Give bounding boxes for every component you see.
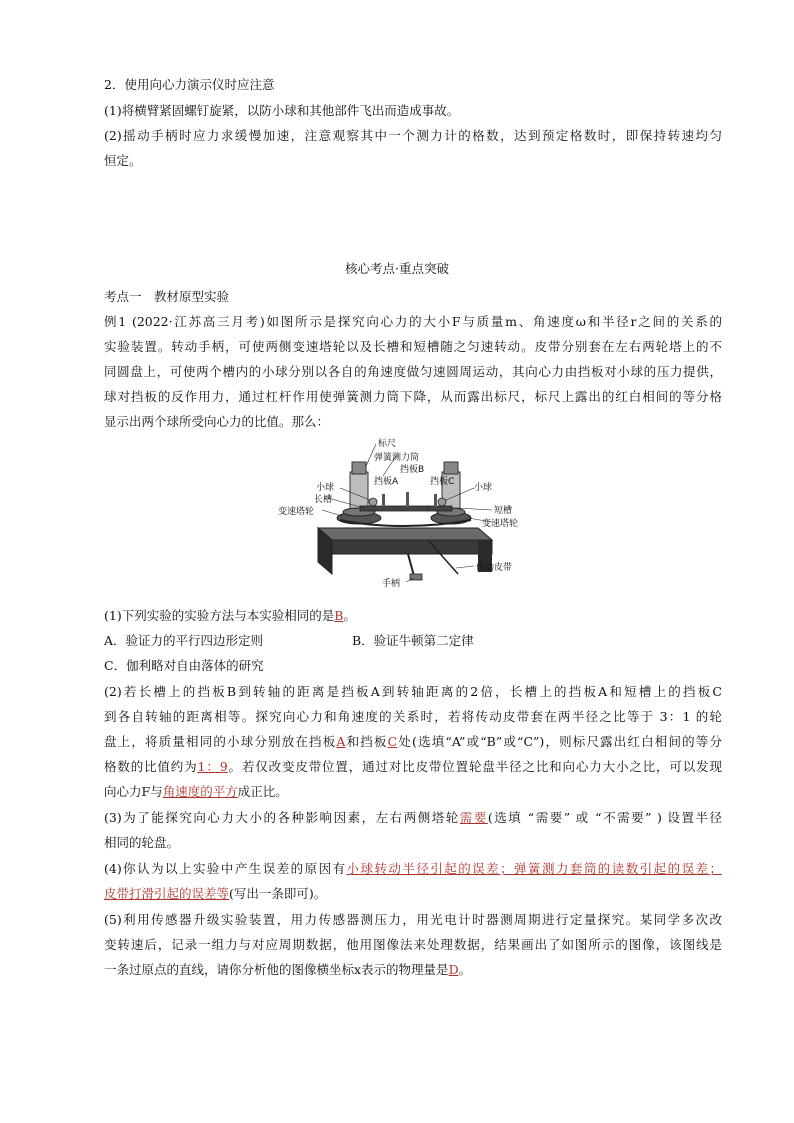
q2-answer-c: C bbox=[387, 734, 398, 749]
short-groove bbox=[428, 506, 452, 511]
q2-answer-a: A bbox=[336, 734, 346, 749]
q2-line-4: 格数的比值约为1：9。若仅改变皮带位置，通过对比皮带位置轮盘半径之比和向心力大小之比，可以发现 bbox=[104, 759, 722, 774]
label-chuandong: 传动皮带 bbox=[476, 563, 513, 573]
q1-option-c: C．伽利略对自由落体的研究 bbox=[104, 658, 264, 673]
section2-item2-line2: 恒定。 bbox=[104, 153, 142, 168]
section-heading: 核心考点·重点突破 bbox=[345, 261, 449, 276]
q5-line-2: 变转速后，记录一组力与对应周期数据，他用图像法来处理数据，结果画出了如图所示的图像，该图线是 bbox=[104, 937, 722, 952]
label-tanhuang: 弹簧测力筒 bbox=[374, 453, 420, 463]
q1-answer: B bbox=[334, 608, 344, 623]
example-line-2: 实验装置。转动手柄，可使两侧变速塔轮以及长槽和短槽随之匀速转动。皮带分别套在左右两轮塔上的不 bbox=[104, 339, 722, 354]
example-line-4: 球对挡板的反作用力，通过杠杆作用使弹簧测力筒下降，从而露出标尺，标尺上露出的红白相间的等分格 bbox=[104, 389, 722, 404]
q1-option-b: B．验证牛顿第二定律 bbox=[352, 633, 474, 648]
example-line-1: 例1 (2022·江苏高三月考)如图所示是探究向心力的大小F与质量m、角速度ω和半径r之间的关系的 bbox=[104, 314, 722, 329]
label-biaochi: 标尺 bbox=[378, 439, 397, 449]
apparatus-figure bbox=[278, 436, 522, 592]
q2-line-1: (2)若长槽上的挡板B到转轴的距离是挡板A到转轴距离的2倍，长槽上的挡板A和短槽上的挡板C bbox=[104, 684, 722, 699]
label-dangban-b: 挡板B bbox=[400, 465, 425, 475]
example-line-3: 同圆盘上，可使两个槽内的小球分别以各自的角速度做匀速圆周运动，其向心力由挡板对小球的压力提供， bbox=[104, 364, 722, 379]
base-front bbox=[332, 540, 492, 554]
label-dangban-c: 挡板C bbox=[430, 477, 455, 487]
q4-answer-2: 皮带打滑引起的误差等 bbox=[104, 886, 230, 901]
q1-stem: (1)下列实验的实验方法与本实验相同的是B。 bbox=[104, 608, 356, 623]
right-scale bbox=[444, 462, 458, 474]
q5-line-1: (5)利用传感器升级实验装置，用力传感器测压力，用光电计时器测周期进行定量探究。某同学多次改 bbox=[104, 912, 722, 927]
q3-answer: 需要 bbox=[459, 810, 488, 825]
q2-answer-square: 角速度的平方 bbox=[162, 784, 238, 799]
q2-line-5: 向心力F与角速度的平方成正比。 bbox=[104, 784, 288, 799]
apparatus-diagram bbox=[278, 436, 522, 592]
q2-answer-ratio: 1：9 bbox=[197, 759, 228, 774]
q1-option-a: A．验证力的平行四边形定则 bbox=[104, 633, 264, 648]
label-xiaoqiu-left: 小球 bbox=[316, 483, 335, 493]
q2-line-3: 盘上，将质量相同的小球分别放在挡板A和挡板C处(选填“A”或“B”或“C”)，则标尺露出红白相间的等分 bbox=[104, 734, 722, 749]
label-xiaoqiu-right: 小球 bbox=[474, 483, 493, 493]
baffle-a bbox=[382, 494, 385, 507]
baffle-b bbox=[406, 492, 409, 507]
kaodian-heading: 考点一 教材原型实验 bbox=[104, 289, 230, 304]
right-ball bbox=[438, 498, 446, 506]
left-ball bbox=[369, 498, 377, 506]
baffle-c bbox=[434, 494, 437, 507]
handle-shaft bbox=[408, 554, 414, 576]
label-biansu-left: 变速塔轮 bbox=[278, 507, 315, 517]
label-duancao: 短槽 bbox=[494, 506, 513, 516]
q5-answer: D bbox=[448, 962, 459, 977]
section2-item1: (1)将横臂紧固螺钉旋紧，以防小球和其他部件飞出而造成事故。 bbox=[104, 103, 460, 118]
q4-line-2: 皮带打滑引起的误差等(写出一条即可)。 bbox=[104, 886, 327, 901]
q2-line-2: 到各自转轴的距离相等。探究向心力和角速度的关系时，若将传动皮带套在两半径之比等于 3：1 的轮 bbox=[104, 709, 722, 724]
left-scale bbox=[352, 462, 366, 474]
example-line-5: 显示出两个球所受向心力的比值。那么： bbox=[104, 414, 330, 429]
base-top bbox=[318, 528, 492, 540]
label-dangban-a: 挡板A bbox=[374, 477, 399, 487]
q4-line-1: (4)你认为以上实验中产生误差的原因有小球转动半径引起的误差；弹簧测力套筒的读数引起的误差； bbox=[104, 861, 722, 876]
section2-item2-line1: (2)摇动手柄时应力求缓慢加速，注意观察其中一个测力计的格数，达到预定格数时，即保持转速均匀 bbox=[104, 128, 722, 143]
label-biansu-right: 变速塔轮 bbox=[482, 519, 519, 529]
q3-line-1: (3)为了能探究向心力大小的各种影响因素，左右两侧塔轮需要(选填 “需要” 或 “不需要” ) 设置半径 bbox=[104, 810, 722, 825]
label-shoubing: 手柄 bbox=[382, 579, 401, 589]
long-groove bbox=[360, 506, 430, 511]
q4-answer-1: 小球转动半径引起的误差；弹簧测力套筒的读数引起的误差； bbox=[346, 861, 722, 876]
section2-title: 2．使用向心力演示仪时应注意 bbox=[104, 77, 275, 92]
q5-line-3: 一条过原点的直线，请你分析他的图像横坐标x表示的物理量是D。 bbox=[104, 962, 472, 977]
q3-line-2: 相同的轮盘。 bbox=[104, 835, 180, 850]
label-changcao: 长槽 bbox=[314, 495, 333, 505]
